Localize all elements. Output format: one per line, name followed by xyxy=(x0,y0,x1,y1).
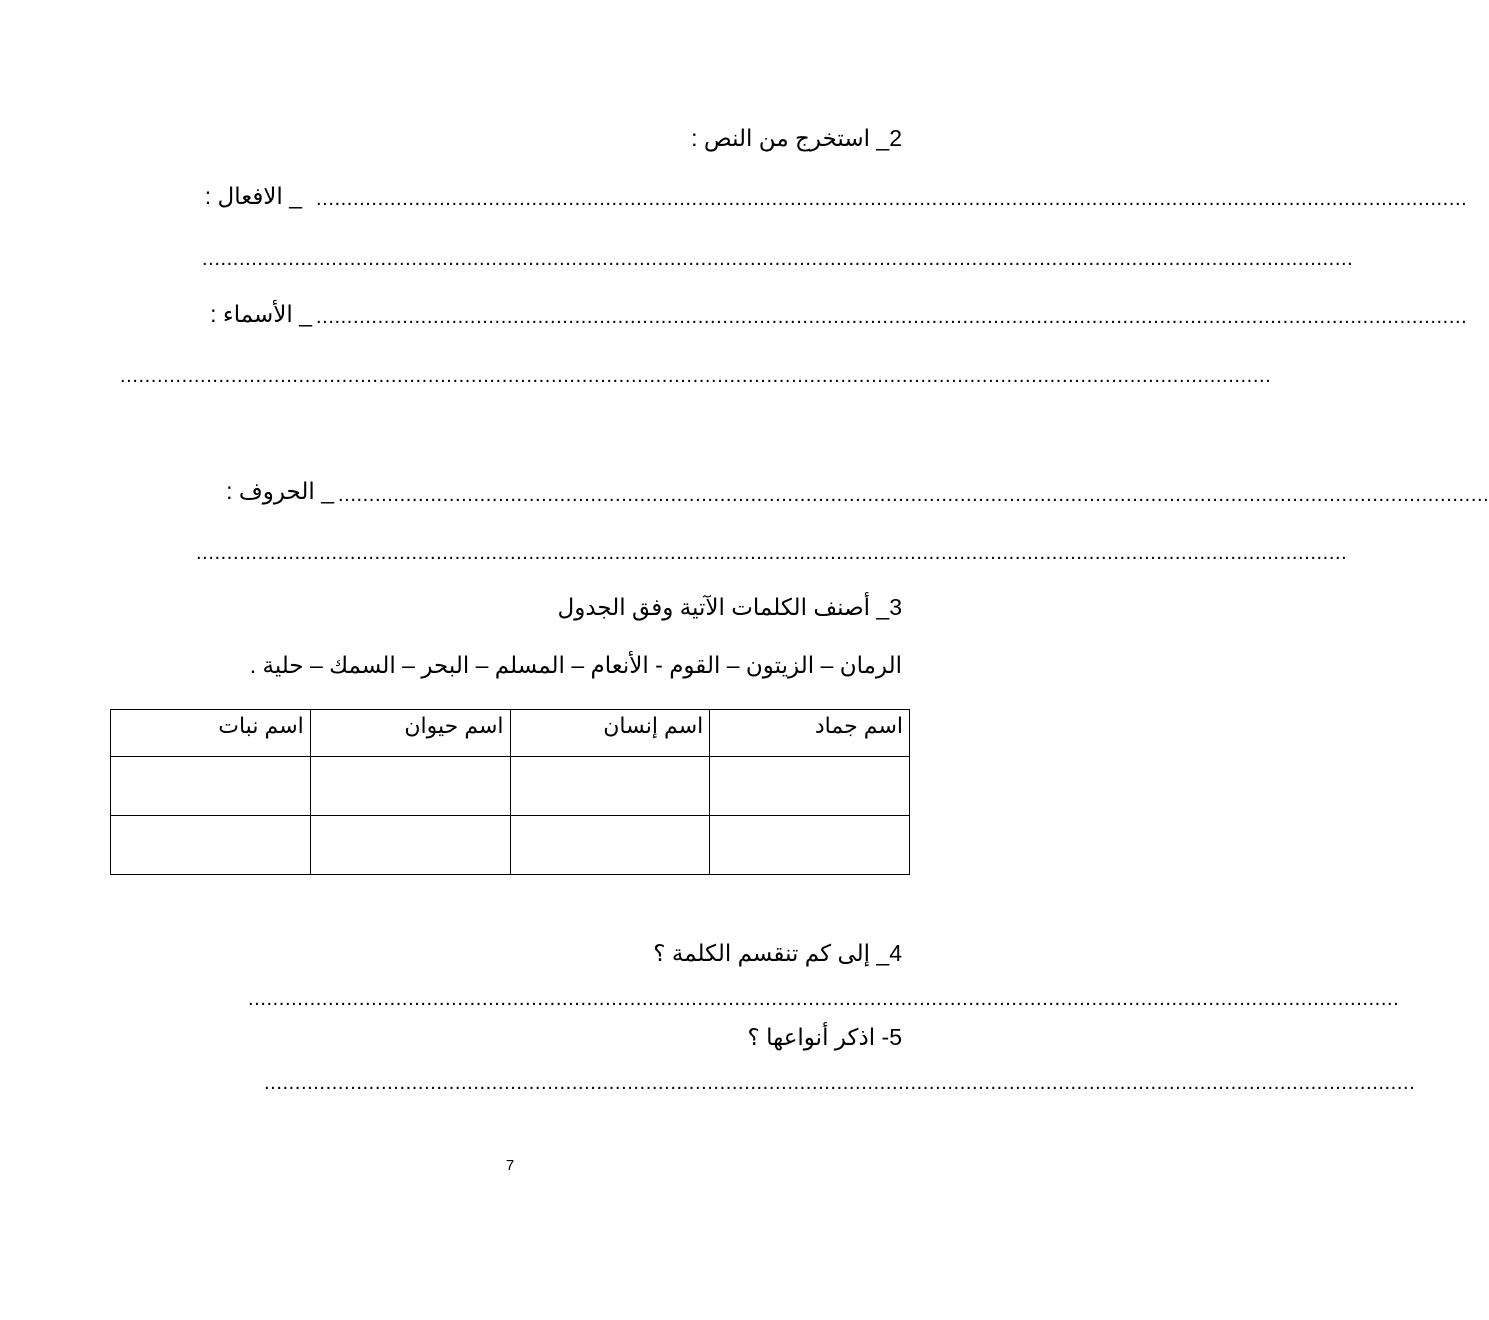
table-header-animal: اسم حيوان xyxy=(310,710,510,757)
table-header-plant: اسم جماد xyxy=(710,710,910,757)
verbs-label: _ الافعال : xyxy=(204,183,302,209)
table-cell[interactable] xyxy=(310,816,510,875)
question-5-answer-line[interactable]: ........................................................................................................................................................................................... xyxy=(264,1072,1416,1094)
table-cell[interactable] xyxy=(111,816,311,875)
question-4-title: 4_ إلى كم تنقسم الكلمة ؟ xyxy=(653,940,902,966)
nouns-answer-line-1[interactable]: ........................................................................................................................................................................................... xyxy=(316,306,1468,328)
table-cell[interactable] xyxy=(310,757,510,816)
question-5-title: 5- اذكر أنواعها ؟ xyxy=(747,1024,902,1050)
table-cell[interactable] xyxy=(510,816,710,875)
classification-table xyxy=(110,709,910,875)
nouns-answer-line-2[interactable]: ........................................................................................................................................................................................... xyxy=(120,365,1272,387)
table-row xyxy=(111,816,910,875)
verbs-answer-line-2[interactable]: ........................................................................................................................................................................................... xyxy=(202,248,1354,270)
table-header-human: اسم إنسان xyxy=(510,710,710,757)
table-cell[interactable] xyxy=(710,816,910,875)
question-4-answer-line[interactable]: ........................................................................................................................................................................................... xyxy=(248,988,1400,1010)
question-3-word-list: الرمان – الزيتون – القوم - الأنعام – المسلم – البحر – السمك – حلية . xyxy=(249,652,902,678)
question-2-title: 2_ استخرج من النص : xyxy=(691,125,902,151)
table-row xyxy=(111,757,910,816)
page-number: 7 xyxy=(505,1157,515,1174)
table-header-row xyxy=(111,710,910,757)
table-cell[interactable] xyxy=(510,757,710,816)
table-cell[interactable] xyxy=(710,757,910,816)
nouns-label: _ الأسماء : xyxy=(210,301,312,327)
question-3-title: 3_ أصنف الكلمات الآتية وفق الجدول xyxy=(557,594,902,620)
verbs-answer-line-1[interactable]: ........................................................................................................................................................................................... xyxy=(316,188,1468,210)
letters-answer-line-1[interactable]: ........................................................................................................................................................................................... xyxy=(338,484,1489,506)
letters-answer-line-2[interactable]: ........................................................................................................................................................................................... xyxy=(196,542,1348,564)
table-header-inanimate: اسم نبات xyxy=(111,710,311,757)
letters-label: _ الحروف : xyxy=(226,478,334,504)
table-cell[interactable] xyxy=(111,757,311,816)
